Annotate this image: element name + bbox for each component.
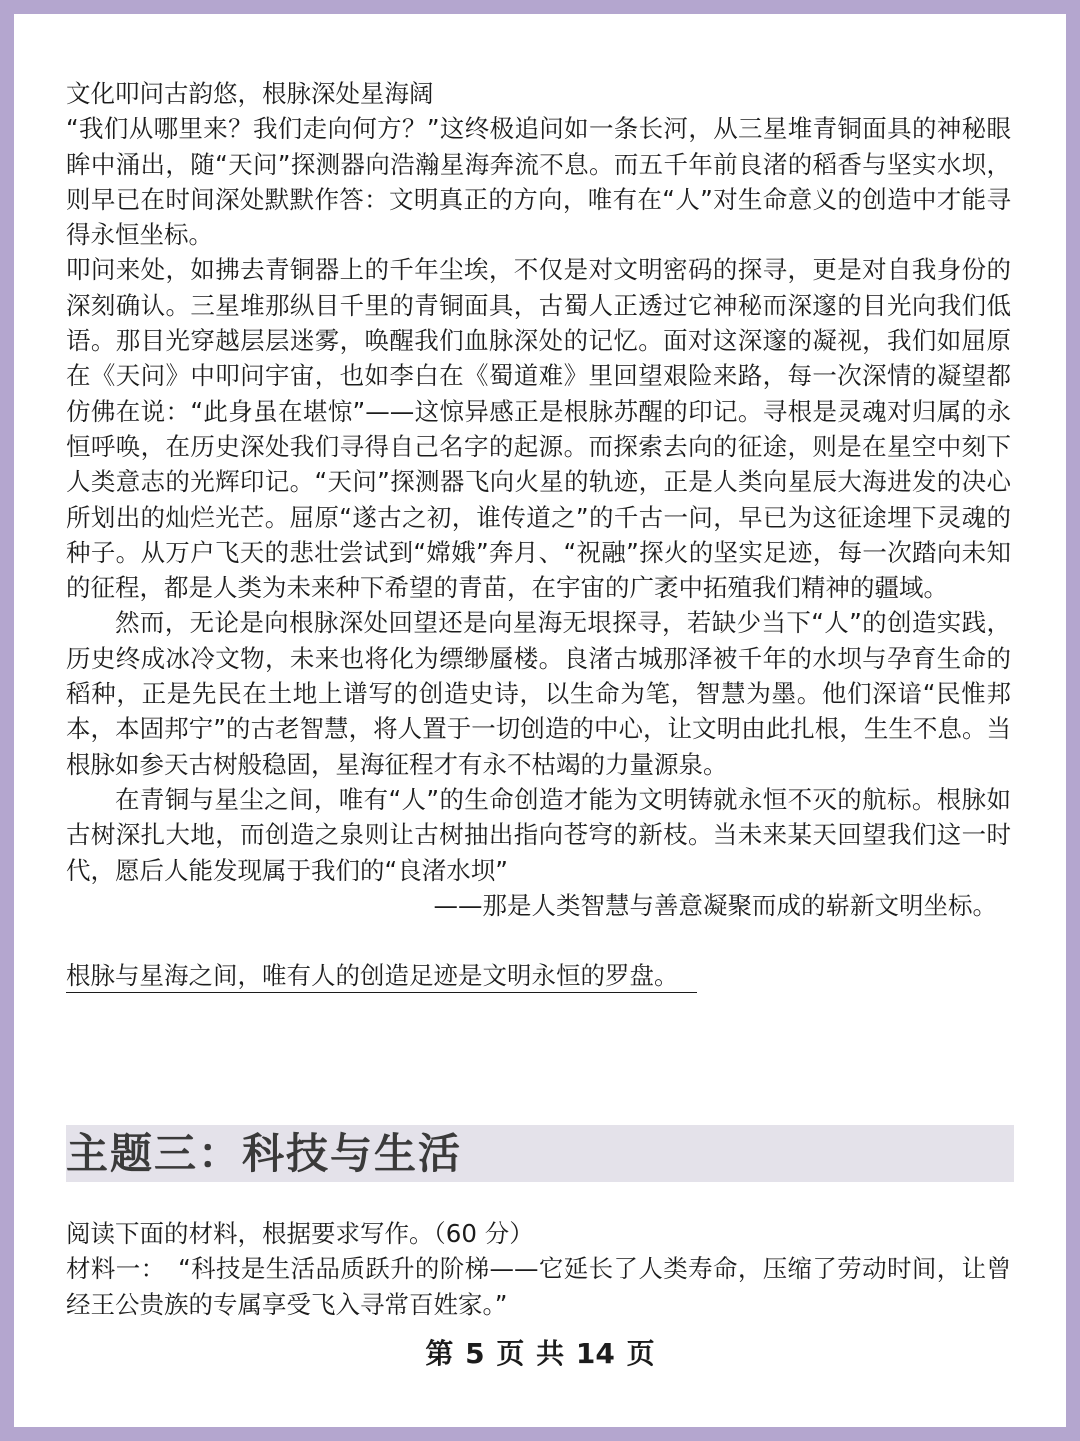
essay-closing-line: ——那是人类智慧与善意凝聚而成的崭新文明坐标。 bbox=[433, 890, 997, 920]
material-item-1: 材料一： “科技是生活品质跃升的阶梯——它延长了人类寿命，压缩了劳动时间，让曾经王公贵族的专属享受飞入寻常百姓家。” bbox=[66, 1254, 1011, 1319]
essay-paragraph-1: “我们从哪里来？我们走向何方？”这终极追问如一条长河，从三星堆青铜面具的神秘眼眸中涌出，随“天问”探测器向浩瀚星海奔流不息。而五千年前良渚的稻香与坚实水坝，则早已在时间深处默默作答：文明真正的方向，唯有在“人”对生命意义的创造中才能寻得永恒坐标。 bbox=[66, 114, 1011, 250]
material-instruction: 阅读下面的材料，根据要求写作。（60 分） bbox=[66, 1219, 534, 1248]
essay-title: 文化叩问古韵悠，根脉深处星海阔 bbox=[66, 79, 434, 108]
essay-body bbox=[66, 76, 1011, 993]
material-section bbox=[66, 1216, 1011, 1322]
document-page bbox=[14, 14, 1066, 1427]
essay-paragraph-3: 然而，无论是向根脉深处回望还是向星海无垠探寻，若缺少当下“人”的创造实践，历史终成冰冷文物，未来也将化为缥缈蜃楼。良渚古城那泽被千年的水坝与孕育生命的稻种，正是先民在土地上谱写的创造史诗，以生命为笔，智慧为墨。他们深谙“民惟邦本，本固邦宁”的古老智慧，将人置于一切创造的中心，让文明由此扎根，生生不息。当根脉如参天古树般稳固，星海征程才有永不枯竭的力量源泉。 bbox=[66, 608, 1011, 779]
essay-paragraph-4: 在青铜与星尘之间，唯有“人”的生命创造才能为文明铸就永恒不灭的航标。根脉如古树深扎大地，而创造之泉则让古树抽出指向苍穹的新枝。当未来某天回望我们这一时代，愿后人能发现属于我们的“良渚水坝” bbox=[66, 784, 1011, 885]
essay-paragraph-2: 叩问来处，如拂去青铜器上的千年尘埃，不仅是对文明密码的探寻，更是对自我身份的深刻确认。三星堆那纵目千里的青铜面具，古蜀人正透过它神秘而深邃的目光向我们低语。那目光穿越层层迷雾，唤醒我们血脉深处的记忆。面对这深邃的凝视，我们如屈原在《天问》中叩问宇宙，也如李白在《蜀道难》里回望艰险来路，每一次深情的凝望都仿佛在说：“此身虽在堪惊”——这惊异感正是根脉苏醒的印记。寻根是灵魂对归属的永恒呼唤，在历史深处我们寻得自己名字的起源。而探索去向的征途，则是在星空中刻下人类意志的光辉印记。“天问”探测器飞向火星的轨迹，正是人类向星辰大海进发的决心所划出的灿烂光芒。屈原“遂古之初，谁传道之”的千古一问，早已为这征途埋下灵魂的种子。从万户飞天的悲壮尝试到“嫦娥”奔月、“祝融”探火的坚实足迹，每一次踏向未知的征程，都是人类为未来种下希望的青苗，在宇宙的广袤中拓殖我们精神的疆域。 bbox=[66, 255, 1011, 603]
theme-heading: 主题三：科技与生活 bbox=[66, 1129, 463, 1178]
page-number: 第 5 页 共 14 页 bbox=[425, 1337, 655, 1370]
spacer bbox=[66, 923, 1011, 958]
essay-summary: 根脉与星海之间，唯有人的创造足迹是文明永恒的罗盘。 bbox=[66, 960, 697, 993]
essay-summary-line bbox=[66, 958, 1011, 993]
